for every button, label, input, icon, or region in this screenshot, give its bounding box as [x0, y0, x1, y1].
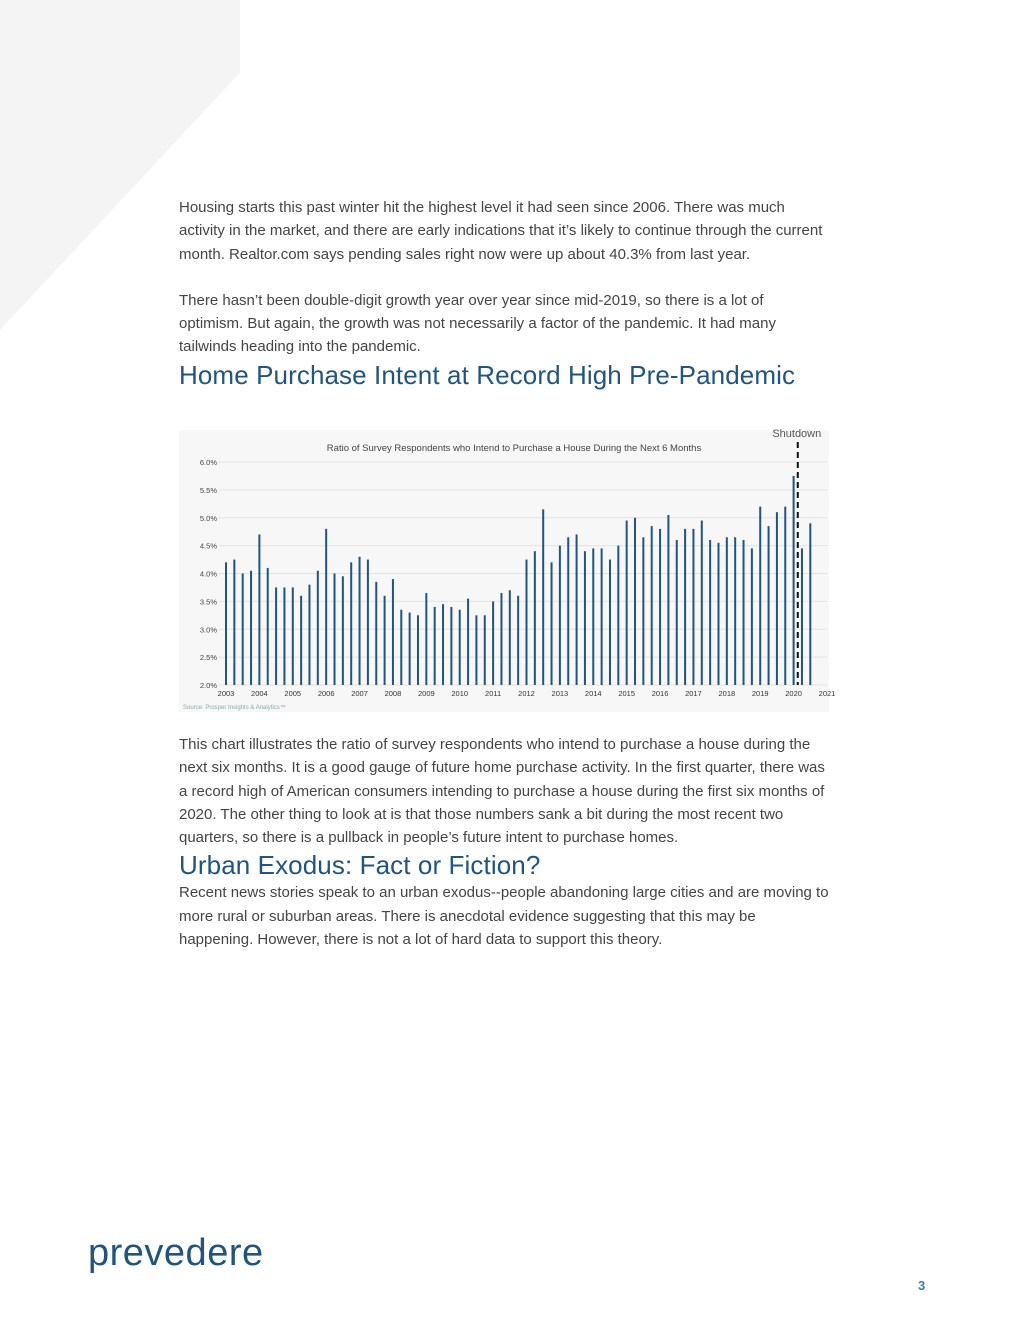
x-tick-label: 2010: [451, 689, 469, 698]
x-tick-label: 2006: [317, 689, 335, 698]
bar: [626, 521, 628, 685]
bar: [242, 574, 244, 686]
bar: [509, 590, 511, 685]
paragraph-housing-starts: Housing starts this past winter hit the highest level it had seen since 2006. There was much activity in the market, and there are early indications that it’s likely to continue through the current month. Realtor.com says pending sales right now were up about 40.3% from last year.: [179, 199, 823, 263]
bar: [726, 537, 728, 685]
bar: [517, 596, 519, 685]
y-tick-label: 3.5%: [199, 597, 217, 607]
bar: [367, 560, 369, 685]
bar: [676, 540, 678, 685]
chart-source: Source: Prosper Insights & Analytics™: [183, 705, 286, 711]
x-tick-label: 2015: [618, 689, 636, 698]
x-tick-label: 2019: [751, 689, 769, 698]
page-number: 3: [918, 1278, 926, 1293]
bar: [500, 593, 502, 685]
bar: [417, 615, 419, 685]
bar: [233, 560, 235, 685]
bar: [292, 587, 294, 685]
bar: [551, 562, 553, 685]
x-tick-label: 2004: [251, 689, 268, 698]
bar: [567, 537, 569, 685]
bar: [768, 526, 770, 685]
bar: [308, 585, 310, 685]
bar: [375, 582, 377, 685]
chart-title: Ratio of Survey Respondents who Intend to Purchase a House During the Next 6 Months: [326, 443, 702, 454]
bar: [425, 593, 427, 685]
bar: [534, 551, 536, 685]
bar: [776, 512, 778, 685]
bar: [359, 557, 361, 685]
chart-y-ticks: [200, 458, 217, 690]
bar: [651, 526, 653, 685]
purchase-intent-chart: [179, 426, 839, 712]
bar: [701, 521, 703, 685]
bar: [809, 523, 811, 685]
bar: [609, 560, 611, 685]
x-tick-label: 2017: [685, 689, 702, 698]
heading-purchase-intent: Home Purchase Intent at Record High Pre-Pandemic: [179, 359, 796, 390]
x-tick-label: 2011: [485, 689, 502, 698]
y-tick-label: 4.5%: [199, 541, 217, 551]
y-tick-label: 5.5%: [199, 485, 217, 495]
bar: [434, 607, 436, 685]
x-tick-label: 2018: [718, 689, 736, 698]
bar: [601, 548, 603, 685]
bar: [400, 610, 402, 685]
bar: [743, 540, 745, 685]
bar: [734, 537, 736, 685]
paragraph-chart-explanation: This chart illustrates the ratio of survey respondents who intend to purchase a house during the next six months. It is a good gauge of future home purchase activity. In the first quarter, there was a record high of American consumers intending to purchase a house during the first six months of 2020. The other thing to look at is that those numbers sank a bit during the most recent two quarters, so there is a pullback in people’s future intent to purchase homes.: [179, 736, 825, 847]
bar: [350, 562, 352, 685]
shutdown-label: Shutdown: [772, 428, 822, 440]
bar: [225, 562, 227, 685]
y-tick-label: 6.0%: [199, 458, 217, 467]
bar: [617, 546, 619, 685]
bar: [801, 548, 803, 685]
x-tick-label: 2014: [584, 689, 602, 698]
bar: [592, 548, 594, 685]
prevedere-logo: prevedere: [88, 1232, 264, 1274]
paragraph-urban-exodus: Recent news stories speak to an urban exodus--people abandoning large cities and are moving to more rural or suburban areas. There is anecdotal evidence suggesting that this may be happening. However, there is not a lot of hard data to support this theory.: [179, 884, 829, 949]
x-tick-label: 2021: [818, 689, 836, 698]
bar: [793, 476, 795, 685]
y-tick-label: 5.0%: [199, 513, 217, 523]
x-tick-label: 2013: [551, 689, 569, 698]
bar: [659, 529, 661, 685]
bar: [384, 596, 386, 685]
lower-text-block: [179, 733, 829, 951]
bar: [709, 540, 711, 685]
bar: [576, 534, 578, 685]
y-tick-label: 3.0%: [199, 625, 217, 635]
y-tick-label: 2.0%: [199, 681, 217, 690]
x-tick-label: 2012: [518, 689, 535, 698]
bar: [542, 509, 544, 685]
bar: [559, 546, 561, 685]
bar: [784, 507, 786, 685]
y-tick-label: 4.0%: [199, 569, 217, 579]
bar: [342, 576, 344, 685]
bar: [250, 571, 252, 685]
bar: [392, 579, 394, 685]
bar: [467, 599, 469, 685]
bar: [267, 568, 269, 685]
x-tick-label: 2007: [351, 689, 368, 698]
x-tick-label: 2009: [417, 689, 435, 698]
upper-text-block: [179, 196, 829, 391]
paragraph-growth: There hasn’t been double-digit growth year over year since mid-2019, so there is a lot of optimism. But again, the growth was not necessarily a factor of the pandemic. It had many tailwinds heading into the pandemic.: [179, 291, 776, 356]
bar: [684, 529, 686, 685]
bar: [642, 537, 644, 685]
bar: [442, 604, 444, 685]
bar: [283, 587, 285, 685]
y-tick-label: 2.5%: [199, 653, 217, 663]
bar: [751, 548, 753, 685]
x-tick-label: 2020: [785, 689, 802, 698]
bar: [258, 534, 260, 685]
bar: [317, 571, 319, 685]
bar: [667, 515, 669, 685]
x-tick-label: 2016: [651, 689, 669, 698]
bar: [526, 560, 528, 685]
bar: [584, 551, 586, 685]
bar: [634, 518, 636, 685]
bar: [492, 601, 494, 685]
bar: [334, 574, 336, 686]
bar: [409, 613, 411, 685]
bar: [459, 610, 461, 685]
bar: [717, 543, 719, 685]
chart-svg: [179, 426, 839, 712]
bar: [300, 596, 302, 685]
x-tick-label: 2008: [384, 689, 402, 698]
bar: [275, 587, 277, 685]
bar: [325, 529, 327, 685]
heading-urban-exodus: Urban Exodus: Fact or Fiction?: [179, 850, 541, 881]
bar: [692, 529, 694, 685]
x-tick-label: 2003: [217, 689, 235, 698]
bar: [759, 507, 761, 685]
bar: [484, 615, 486, 685]
bar: [450, 607, 452, 685]
bar: [475, 615, 477, 685]
x-tick-label: 2005: [284, 689, 302, 698]
